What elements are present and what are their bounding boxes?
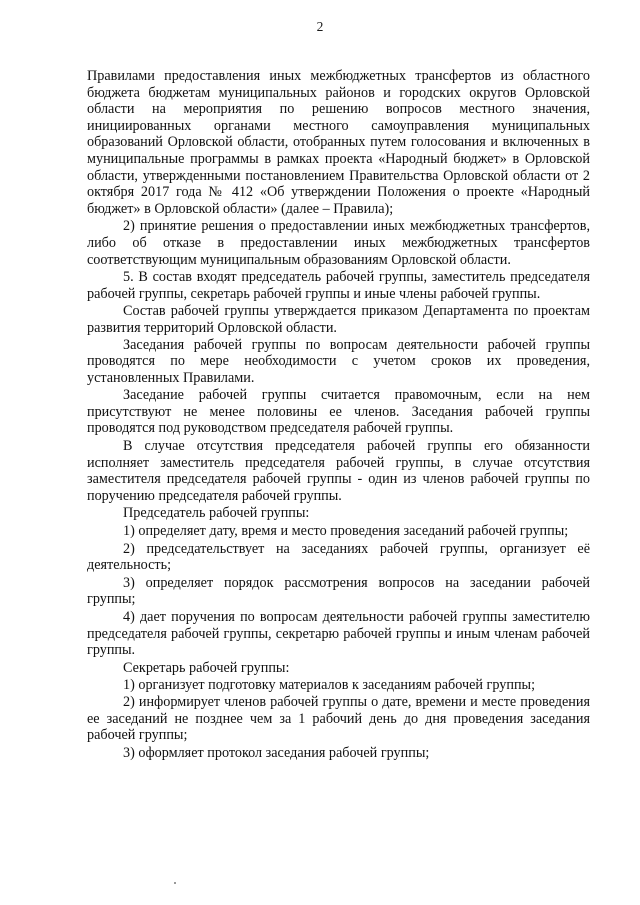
paragraph-secretary-1: 1) организует подготовку материалов к заседаниям рабочей группы; — [123, 677, 536, 694]
paragraph-secretary-2: 2) информирует членов рабочей группы о дате, времени и месте проведения ее заседаний не позднее чем за 1 рабочий день до дня проведения заседания рабочей группы; — [87, 693, 590, 744]
paragraph-secretary-3: 3) оформляет протокол заседания рабочей группы; — [123, 744, 430, 761]
paragraph-quorum: Заседание рабочей группы считается правомочным, если на нем присутствуют не менее половины ее членов. Заседания рабочей группы проводятся под руководством председателя рабочей группы. — [87, 387, 590, 437]
page-number: 2 — [316, 19, 324, 34]
scan-artifact-dot — [174, 882, 176, 884]
paragraph-composition: 5. В состав входят председатель рабочей группы, заместитель председателя рабочей группы, секретарь рабочей группы и иные члены рабочей группы. — [87, 269, 590, 302]
paragraph-chairman-1: 1) определяет дату, время и место проведения заседаний рабочей группы; — [123, 523, 569, 540]
paragraph-absence: В случае отсутствия председателя рабочей группы его обязанности исполняет заместитель председателя рабочей группы, в случае отсутствия заместителя председателя рабочей группы - один из членов рабочей группы по поручению председателя рабочей группы. — [87, 438, 590, 504]
paragraph-rules-reference: Правилами предоставления иных межбюджетных трансфертов из областного бюджета бюджетам муниципальных районов и городских округов Орловской области на мероприятия по решению вопросов местного значения, инициированных органами местного самоуправления муниципальных образований Орловской области, отобранных путем голосования и включенных в муниципальные программы в рамках проекта «Народный бюджет» в Орловской области, утвержденными постановлением Правительства Орловской области от 2 октября 2017 года № 412 «Об утверждении Положения о проекте «Народный бюджет» в Орловской области» (далее – Правила); — [87, 68, 590, 217]
paragraph-chairman-4: 4) дает поручения по вопросам деятельности рабочей группы заместителю председателя рабочей группы, секретарю рабочей группы и иным членам рабочей группы. — [87, 609, 590, 659]
paragraph-chairman-heading: Председатель рабочей группы: — [123, 505, 310, 522]
document-body — [87, 68, 590, 761]
paragraph-item-2-decision: 2) принятие решения о предоставлении иных межбюджетных трансфертов, либо об отказе в предоставлении иных межбюджетных трансфертов соответствующим муниципальным образованиям Орловской области. — [87, 218, 590, 268]
paragraph-secretary-heading: Секретарь рабочей группы: — [123, 659, 290, 676]
paragraph-chairman-2: 2) председательствует на заседаниях рабочей группы, организует её деятельность; — [87, 540, 590, 574]
paragraph-chairman-3: 3) определяет порядок рассмотрения вопросов на заседании рабочей группы; — [87, 574, 590, 608]
paragraph-meetings: Заседания рабочей группы по вопросам деятельности рабочей группы проводятся по мере необходимости с учетом сроков их проведения, установленных Правилами. — [87, 336, 590, 386]
paragraph-approval: Состав рабочей группы утверждается приказом Департамента по проектам развития территорий Орловской области. — [87, 303, 590, 336]
